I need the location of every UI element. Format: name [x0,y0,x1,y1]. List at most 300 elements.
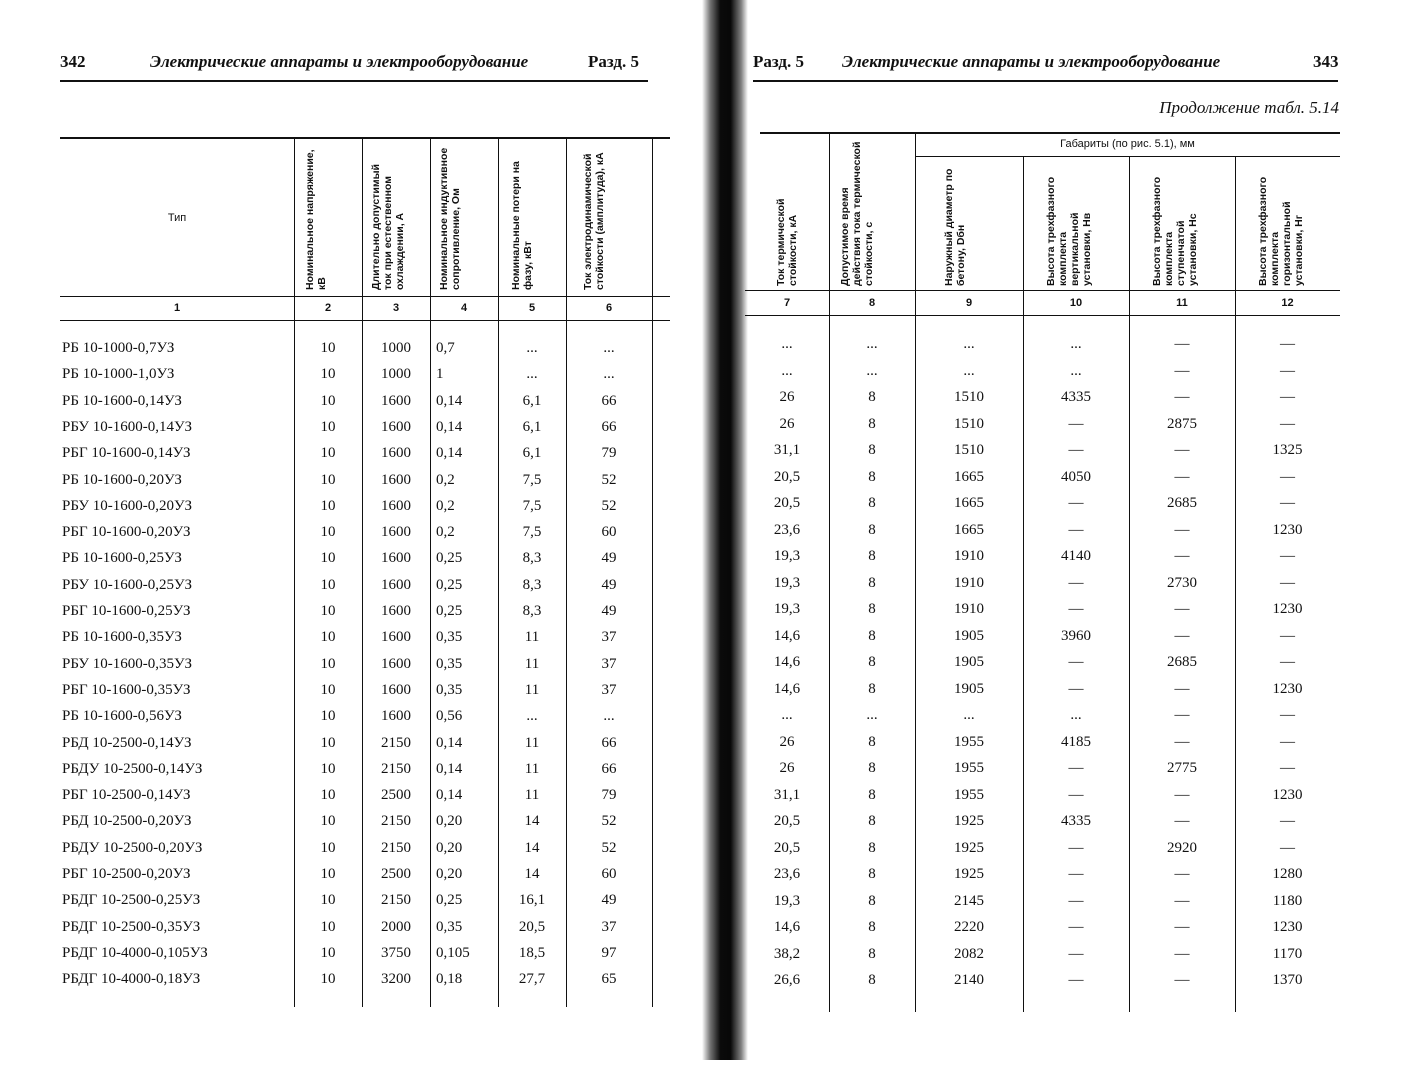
table-cell-col-3: 1600 [381,681,411,698]
running-title: Электрические аппараты и электрооборудование [150,52,529,71]
table-cell-col-11: — [1174,707,1190,723]
table-cell-col-12: 1230 [1272,521,1303,538]
table-cell-col-11: — [1174,813,1190,829]
table-cell-col-8: 8 [868,813,876,829]
table-cell-col-5: ... [526,366,538,383]
table-cell-col-12: — [1280,707,1295,723]
table-cell-col-5: 11 [524,629,540,646]
table-cell-col-2: 10 [320,576,336,593]
table-row [705,548,1411,572]
table-cell-col-1: РБУ 10-1600-0,35УЗ [62,655,192,672]
table-cell-col-12: 1370 [1272,972,1303,988]
table-row [0,945,705,969]
table-cell-col-3: 1600 [381,471,411,488]
table-cell-col-1: РБ 10-1000-0,7УЗ [62,340,175,356]
table-row [705,946,1411,970]
table-cell-col-7: 23,6 [773,521,801,538]
table-cell-col-6: ... [603,708,615,725]
table-cell-col-8: 8 [868,389,876,405]
table-cell-col-5: 14 [524,813,540,830]
table-cell-col-6: 37 [601,655,617,672]
table-cell-col-5: 6,1 [522,418,542,435]
table-cell-col-7: ... [781,336,793,352]
table-cell-col-12: 1230 [1272,919,1303,935]
table-cell-col-4: 0,35 [436,681,463,698]
table-cell-col-3: 1600 [381,576,411,593]
table-cell-col-4: 0,2 [436,497,455,514]
table-cell-col-12: — [1280,495,1295,511]
table-cell-col-11: — [1174,892,1190,909]
table-cell-col-7: 20,5 [773,813,801,829]
table-cell-col-10: 4050 [1061,468,1091,485]
table-cell-col-1: РБГ 10-1600-0,25УЗ [62,603,191,619]
table-cell-col-9: 1905 [954,680,984,697]
table-cell-col-7: 14,6 [773,680,801,697]
table-cell-col-3: 1600 [381,524,411,541]
table-cell-col-4: 0,14 [436,445,463,462]
table-row [705,575,1411,599]
colnum-8: 8 [868,297,876,309]
table-cell-col-3: 1600 [381,497,411,514]
table-cell-col-11: — [1174,601,1190,617]
table-cell-col-4: 0,20 [436,813,463,830]
colnum-bottom-rule [60,320,670,321]
table-cell-col-9: 1905 [954,654,984,670]
header-col-8: Допустимое время действия тока термической стойкости, с [839,141,875,286]
table-cell-col-11: — [1174,389,1190,405]
table-cell-col-11: — [1174,521,1190,538]
table-cell-col-9: ... [963,362,975,379]
group-header-rule [915,156,1340,157]
table-cell-col-2: 10 [320,418,336,435]
table-cell-col-5: 14 [524,866,540,882]
table-cell-col-6: 52 [601,839,617,856]
colnum-3: 3 [392,302,400,314]
header-bottom-rule [745,290,1340,291]
table-cell-col-5: 7,5 [522,524,542,541]
header-col-4: Номинальное индуктивное сопротивление, Ом [438,147,462,290]
table-cell-col-2: 10 [320,497,336,514]
table-cell-col-9: 2140 [954,972,984,988]
table-cell-col-6: 49 [601,603,617,619]
table-cell-col-1: РБДГ 10-2500-0,25УЗ [62,892,201,909]
table-cell-col-10: ... [1070,707,1082,723]
table-cell-col-7: 19,3 [773,601,801,617]
table-cell-col-3: 1600 [381,550,411,567]
table-cell-col-9: 1910 [954,574,984,591]
table-cell-col-8: ... [866,362,878,379]
table-row [0,524,705,548]
table-row [0,577,705,601]
table-cell-col-1: РБДУ 10-2500-0,14УЗ [62,760,203,777]
table-top-rule [60,137,670,139]
page-number: 342 [60,52,86,71]
colnum-10: 10 [1069,297,1083,309]
table-cell-col-11: — [1174,548,1190,564]
header-col-10: Высота трехфазного комплекта вертикальной установки, Hв [1045,176,1093,286]
table-row [705,734,1411,758]
table-cell-col-6: 97 [601,944,617,961]
table-cell-col-5: 18,5 [518,944,546,961]
table-cell-col-2: 10 [320,524,336,541]
table-cell-col-12: 1230 [1272,786,1303,803]
table-cell-col-8: ... [866,336,878,352]
table-cell-col-7: 26 [779,760,795,776]
table-cell-col-5: 11 [524,681,540,698]
table-cell-col-8: 8 [868,680,876,697]
header-col-9: Наружный диаметр по бетону, Dбн [943,168,967,286]
table-cell-col-5: 8,3 [522,550,542,567]
table-cell-col-4: 0,14 [436,760,463,777]
table-cell-col-3: 1000 [381,340,411,356]
table-cell-col-9: 1925 [954,813,984,829]
table-cell-col-10: — [1068,521,1084,538]
table-cell-col-10: — [1068,654,1084,670]
table-cell-col-2: 10 [320,892,336,909]
table-row [705,707,1411,731]
table-cell-col-9: 1665 [954,521,984,538]
table-cell-col-8: 8 [868,733,876,750]
table-cell-col-12: 1170 [1272,945,1303,962]
table-cell-col-5: 16,1 [518,892,546,909]
table-cell-col-11: 2685 [1167,495,1197,511]
table-cell-col-12: 1180 [1272,892,1303,909]
table-cell-col-9: 1910 [954,601,984,617]
table-cell-col-11: — [1174,972,1190,988]
table-cell-col-11: — [1174,362,1190,379]
table-cell-col-11: — [1174,866,1190,882]
table-row [0,787,705,811]
table-cell-col-6: 79 [601,787,617,804]
table-row [705,469,1411,493]
table-cell-col-5: 7,5 [522,497,542,514]
table-cell-col-8: 8 [868,892,876,909]
table-cell-col-2: 10 [320,603,336,619]
table-cell-col-1: РБ 10-1600-0,20УЗ [62,471,182,488]
table-cell-col-3: 2150 [381,839,411,856]
table-cell-col-3: 1600 [381,392,411,409]
table-cell-col-10: — [1068,415,1084,432]
colnum-6: 6 [605,302,613,314]
header-col-1: Тип [167,212,187,224]
table-cell-col-12: — [1280,627,1295,644]
table-cell-col-12: — [1280,574,1295,591]
table-cell-col-7: ... [781,707,793,723]
table-cell-col-10: — [1068,495,1084,511]
colnum-12: 12 [1281,297,1294,309]
table-cell-col-2: 10 [320,681,336,698]
table-cell-col-5: 8,3 [522,576,542,593]
table-cell-col-8: 8 [868,601,876,617]
table-row [0,735,705,759]
table-row [0,366,705,390]
table-cell-col-4: 0,25 [436,576,463,593]
table-cell-col-5: 11 [524,655,540,672]
table-cell-col-1: РБД 10-2500-0,20УЗ [62,813,192,830]
table-cell-col-7: 26 [779,415,795,432]
table-cell-col-12: — [1280,415,1295,432]
table-cell-col-11: — [1174,468,1190,485]
table-cell-col-8: 8 [868,839,876,856]
table-cell-col-6: 49 [601,576,617,593]
table-cell-col-5: 11 [524,787,540,804]
table-cell-col-1: РБДГ 10-4000-0,18УЗ [62,971,201,988]
table-cell-col-2: 10 [320,629,336,646]
table-cell-col-3: 3200 [381,971,411,988]
table-cell-col-8: 8 [868,415,876,432]
table-cell-col-1: РБГ 10-2500-0,14УЗ [62,787,191,804]
section-label: Разд. 5 [588,52,640,71]
table-cell-col-8: 8 [868,786,876,803]
table-cell-col-7: 20,5 [773,468,801,485]
table-cell-col-9: ... [963,707,975,723]
table-top-rule [760,132,1340,134]
colnum-bottom-rule [745,315,1340,316]
table-cell-col-2: 10 [320,340,336,356]
page-number: 343 [1313,52,1339,71]
table-row [0,919,705,943]
table-cell-col-5: 6,1 [522,392,542,409]
table-cell-col-5: 27,7 [518,971,546,988]
table-cell-col-12: 1325 [1272,442,1303,458]
table-cell-col-11: 2920 [1167,839,1197,856]
table-cell-col-12: 1230 [1272,601,1303,617]
table-cell-col-7: 26 [779,389,795,405]
table-cell-col-10: 4140 [1061,548,1091,564]
section-label: Разд. 5 [753,52,805,71]
table-cell-col-6: 60 [601,866,617,882]
table-cell-col-6: 66 [601,418,617,435]
table-cell-col-10: 4335 [1061,813,1091,829]
table-cell-col-3: 2150 [381,760,411,777]
table-row [705,442,1411,466]
table-cell-col-9: 1665 [954,468,984,485]
table-cell-col-3: 1600 [381,629,411,646]
table-cell-col-11: — [1174,919,1190,935]
table-cell-col-6: 66 [601,760,617,777]
table-cell-col-12: — [1280,548,1295,564]
table-row [0,340,705,364]
table-cell-col-11: — [1174,336,1190,352]
table-row [0,498,705,522]
table-cell-col-2: 10 [320,813,336,830]
table-row [705,866,1411,890]
table-cell-col-8: 8 [868,574,876,591]
table-cell-col-4: 0,35 [436,918,463,935]
colnum-9: 9 [965,297,973,309]
table-cell-col-9: 1510 [954,442,984,458]
table-cell-col-10: — [1068,972,1084,988]
table-cell-col-5: 20,5 [518,918,546,935]
table-cell-col-6: ... [603,366,615,383]
table-cell-col-2: 10 [320,971,336,988]
table-row [705,972,1411,996]
table-cell-col-2: 10 [320,866,336,882]
table-cell-col-2: 10 [320,550,336,567]
table-cell-col-4: 0,18 [436,971,463,988]
table-cell-col-1: РБДГ 10-4000-0,105УЗ [62,944,208,961]
table-cell-col-8: 8 [868,945,876,962]
table-cell-col-3: 2150 [381,892,411,909]
book-spine-shadow [702,0,748,1060]
group-header: Габариты (по рис. 5.1), мм [1060,138,1195,150]
header-col-11: Высота трехфазного комплекта ступенчатой установки, Hс [1151,176,1199,286]
table-cell-col-9: 2220 [954,919,984,935]
table-cell-col-12: — [1280,760,1295,776]
header-col-2: Номинальное напряжение, кВ [304,149,328,290]
table-cell-col-1: РБ 10-1000-1,0УЗ [62,366,175,383]
table-cell-col-6: 37 [601,918,617,935]
table-cell-col-2: 10 [320,655,336,672]
table-cell-col-5: 8,3 [522,603,542,619]
table-cell-col-9: 1510 [954,415,984,432]
table-cell-col-2: 10 [320,760,336,777]
table-cell-col-2: 10 [320,734,336,751]
table-cell-col-10: ... [1070,336,1082,352]
table-cell-col-11: 2875 [1167,415,1197,432]
table-cell-col-4: 0,25 [436,892,463,909]
table-cell-col-2: 10 [320,366,336,383]
table-cell-col-3: 2150 [381,813,411,830]
table-row [0,603,705,627]
table-row [705,813,1411,837]
table-cell-col-12: — [1280,839,1295,856]
table-cell-col-3: 1600 [381,445,411,462]
table-cell-col-8: 8 [868,866,876,882]
table-cell-col-12: — [1280,813,1295,829]
table-cell-col-3: 1600 [381,418,411,435]
table-cell-col-1: РБДУ 10-2500-0,20УЗ [62,839,203,856]
colnum-5: 5 [528,302,536,314]
table-cell-col-12: 1230 [1272,680,1303,697]
table-cell-col-3: 2500 [381,787,411,804]
table-cell-col-4: 0,14 [436,787,463,804]
table-cell-col-12: — [1280,362,1295,379]
table-cell-col-1: РБ 10-1600-0,14УЗ [62,392,182,409]
table-cell-col-7: 19,3 [773,548,801,564]
table-cell-col-7: 20,5 [773,839,801,856]
colnum-1: 1 [173,302,181,314]
table-cell-col-6: 52 [601,813,617,830]
table-cell-col-10: — [1068,866,1084,882]
table-row [0,708,705,732]
table-cell-col-12: — [1280,389,1295,405]
table-cell-col-4: 0,7 [436,340,455,356]
table-cell-col-10: — [1068,839,1084,856]
table-cell-col-11: 2685 [1167,654,1197,670]
table-cell-col-1: РБ 10-1600-0,25УЗ [62,550,182,567]
table-cell-col-2: 10 [320,392,336,409]
table-cell-col-5: 7,5 [522,471,542,488]
header-col-5: Номинальные потери на фазу, кВт [510,161,534,290]
table-cell-col-7: 31,1 [773,442,801,458]
table-cell-col-5: 11 [524,734,540,751]
table-cell-col-10: 4335 [1061,389,1091,405]
table-cell-col-11: — [1174,945,1190,962]
table-row [0,629,705,653]
colnum-2: 2 [324,302,332,314]
table-cell-col-7: 38,2 [773,945,801,962]
table-row [705,840,1411,864]
table-cell-col-2: 10 [320,708,336,725]
table-row [0,445,705,469]
table-cell-col-4: 0,35 [436,629,463,646]
colnum-7: 7 [783,297,791,309]
table-cell-col-1: РБУ 10-1600-0,20УЗ [62,497,192,514]
table-cell-col-1: РБ 10-1600-0,56УЗ [62,708,182,725]
table-cell-col-9: 2082 [954,945,984,962]
table-cell-col-9: 1510 [954,389,984,405]
table-cell-col-1: РБУ 10-1600-0,25УЗ [62,576,192,593]
left-page [0,0,705,1090]
table-row [705,336,1411,360]
table-row [0,971,705,995]
table-cell-col-3: 2500 [381,866,411,882]
table-cell-col-6: 49 [601,892,617,909]
header-col-7: Ток термической стойкости, кА [775,198,799,286]
table-cell-col-11: — [1174,680,1190,697]
table-cell-col-4: 0,56 [436,708,463,725]
table-cell-col-6: 52 [601,471,617,488]
table-row [705,919,1411,943]
table-cell-col-3: 1600 [381,603,411,619]
table-cell-col-10: ... [1070,362,1082,379]
table-cell-col-9: ... [963,336,975,352]
table-cell-col-1: РБ 10-1600-0,35УЗ [62,629,182,646]
table-cell-col-1: РБДГ 10-2500-0,35УЗ [62,918,201,935]
table-cell-col-1: РБГ 10-1600-0,20УЗ [62,524,191,541]
table-row [0,472,705,496]
table-row [705,389,1411,413]
table-cell-col-11: — [1174,786,1190,803]
table-row [0,550,705,574]
header-rule [60,80,648,82]
table-cell-col-4: 0,2 [436,524,455,541]
table-cell-col-9: 1665 [954,495,984,511]
table-cell-col-2: 10 [320,471,336,488]
table-cell-col-10: — [1068,574,1084,591]
table-cell-col-1: РБГ 10-1600-0,35УЗ [62,681,191,698]
table-row [0,761,705,785]
table-cell-col-11: — [1174,442,1190,458]
table-cell-col-9: 1905 [954,627,984,644]
table-cell-col-2: 10 [320,918,336,935]
table-cell-col-10: — [1068,892,1084,909]
table-cell-col-12: — [1280,733,1295,750]
table-row [0,866,705,890]
table-cell-col-8: 8 [868,654,876,670]
table-cell-col-1: РБГ 10-2500-0,20УЗ [62,866,191,882]
table-cell-col-6: 37 [601,629,617,646]
table-row [705,893,1411,917]
table-continuation-label: Продолжение табл. 5.14 [1159,98,1339,117]
table-cell-col-8: 8 [868,627,876,644]
table-row [705,363,1411,387]
table-cell-col-7: 31,1 [773,786,801,803]
table-cell-col-5: ... [526,340,538,356]
table-cell-col-3: 2150 [381,734,411,751]
table-row [705,416,1411,440]
table-row [705,522,1411,546]
table-cell-col-7: 19,3 [773,574,801,591]
table-cell-col-10: — [1068,945,1084,962]
table-cell-col-10: — [1068,760,1084,776]
table-cell-col-10: — [1068,919,1084,935]
table-cell-col-4: 1 [436,366,444,383]
table-cell-col-10: — [1068,442,1084,458]
table-row [705,681,1411,705]
table-cell-col-8: 8 [868,521,876,538]
